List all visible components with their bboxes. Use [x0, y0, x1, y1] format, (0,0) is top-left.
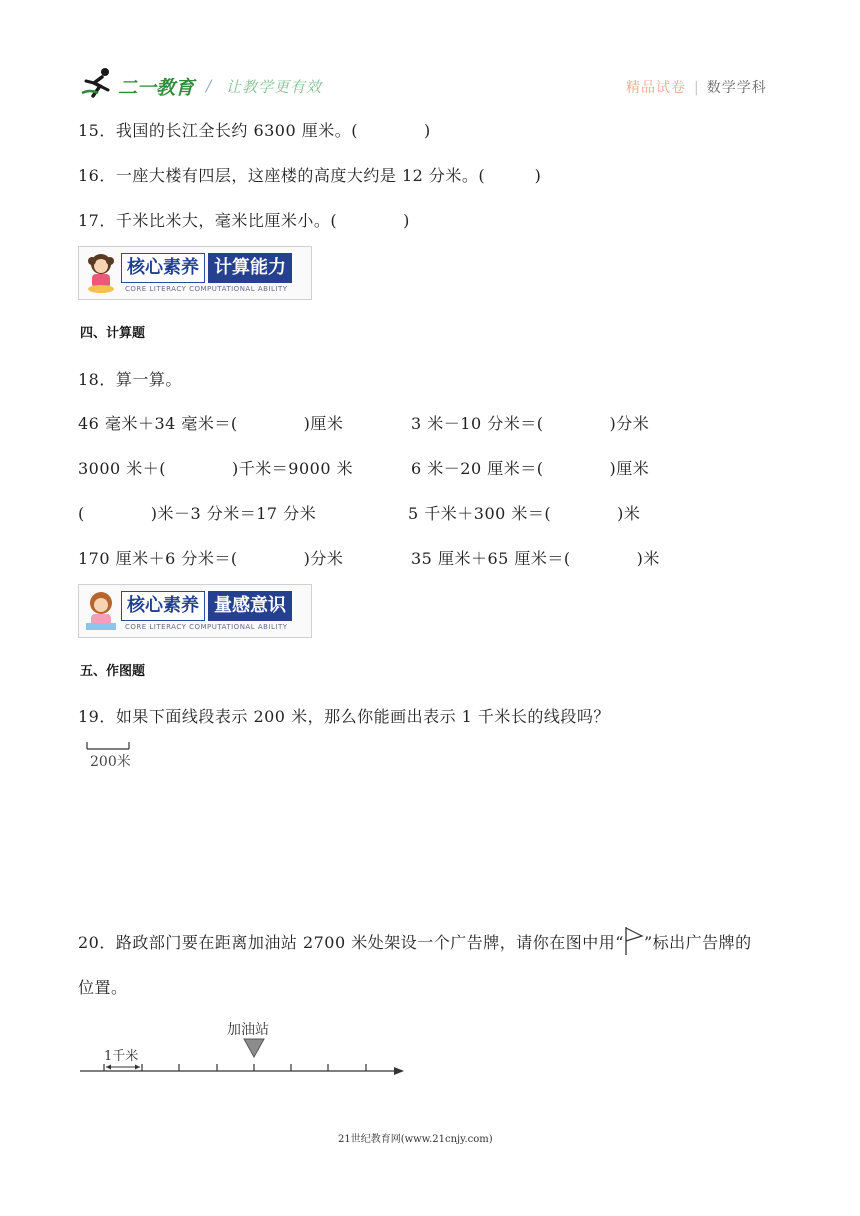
section-title-drawing: 五、作图题 — [80, 664, 146, 679]
gas-station-label: 加油站 — [227, 1022, 269, 1038]
question-15: 15．我国的长江全长约 6300 厘米。( ) — [78, 121, 431, 140]
calc-item: 3 米－10 分米＝( )分米 — [411, 414, 650, 433]
flag-icon — [624, 926, 644, 956]
header-subject: 数学学科 — [706, 80, 767, 96]
badge-title: 量感意识 — [208, 591, 292, 621]
calc-item: 170 厘米＋6 分米＝( )分米 — [78, 549, 344, 568]
badge-subtitle: CORE LITERACY COMPUTATIONAL ABILITY — [125, 623, 288, 631]
unit-1km-label: 1千米 — [104, 1049, 139, 1064]
section-title-calculation: 四、计算题 — [80, 326, 146, 341]
header-slash: / — [206, 76, 212, 95]
number-line — [78, 1034, 410, 1080]
badge-tag: 核心素养 — [121, 253, 205, 283]
core-literacy-badge-measurement — [78, 584, 312, 638]
calc-item: ( )米－3 分米＝17 分米 — [78, 504, 317, 523]
question-16: 16．一座大楼有四层，这座楼的高度大约是 12 分米。( ) — [78, 166, 542, 185]
header-slogan: 让教学更有效 — [226, 78, 323, 96]
calc-item: 46 毫米＋34 毫米＝( )厘米 — [78, 414, 344, 433]
header-logo-text: 二一教育 — [118, 77, 195, 99]
header-separator: | — [694, 80, 699, 96]
segment-200m — [86, 737, 132, 749]
footer-text: 21世纪教育网(www.21cnjy.com) — [338, 1134, 493, 1145]
gas-station-marker-icon — [244, 1039, 264, 1057]
badge-title: 计算能力 — [208, 253, 292, 283]
badge-tag: 核心素养 — [121, 591, 205, 621]
calc-item: 35 厘米＋65 厘米＝( )米 — [411, 549, 660, 568]
question-19-stem: 19．如果下面线段表示 200 米，那么你能画出表示 1 千米长的线段吗？ — [78, 707, 610, 726]
calc-item: 5 千米＋300 米＝( )米 — [408, 504, 641, 523]
question-20-stem — [78, 930, 752, 956]
question-18-stem: 18．算一算。 — [78, 370, 182, 389]
girl-illustration-icon — [83, 251, 119, 295]
segment-200m-label: 200米 — [90, 754, 131, 770]
header-right — [626, 77, 767, 97]
core-literacy-badge-computation — [78, 246, 312, 300]
question-20-stem-part2: ”标出广告牌的 — [643, 933, 752, 952]
calc-item: 6 米－20 厘米＝( )厘米 — [411, 459, 650, 478]
header-right-label: 精品试卷 — [626, 80, 686, 96]
question-17: 17．千米比米大，毫米比厘米小。( ) — [78, 211, 410, 230]
arrow-head-icon — [394, 1067, 404, 1075]
header-logo-icon — [80, 66, 116, 100]
calc-item: 3000 米＋( )千米＝9000 米 — [78, 459, 354, 478]
question-20-stem-line2: 位置。 — [78, 978, 128, 997]
girl-reading-illustration-icon — [83, 589, 119, 633]
question-20-stem-part1: 20．路政部门要在距离加油站 2700 米处架设一个广告牌，请你在图中用“ — [78, 933, 624, 952]
badge-subtitle: CORE LITERACY COMPUTATIONAL ABILITY — [125, 285, 288, 293]
